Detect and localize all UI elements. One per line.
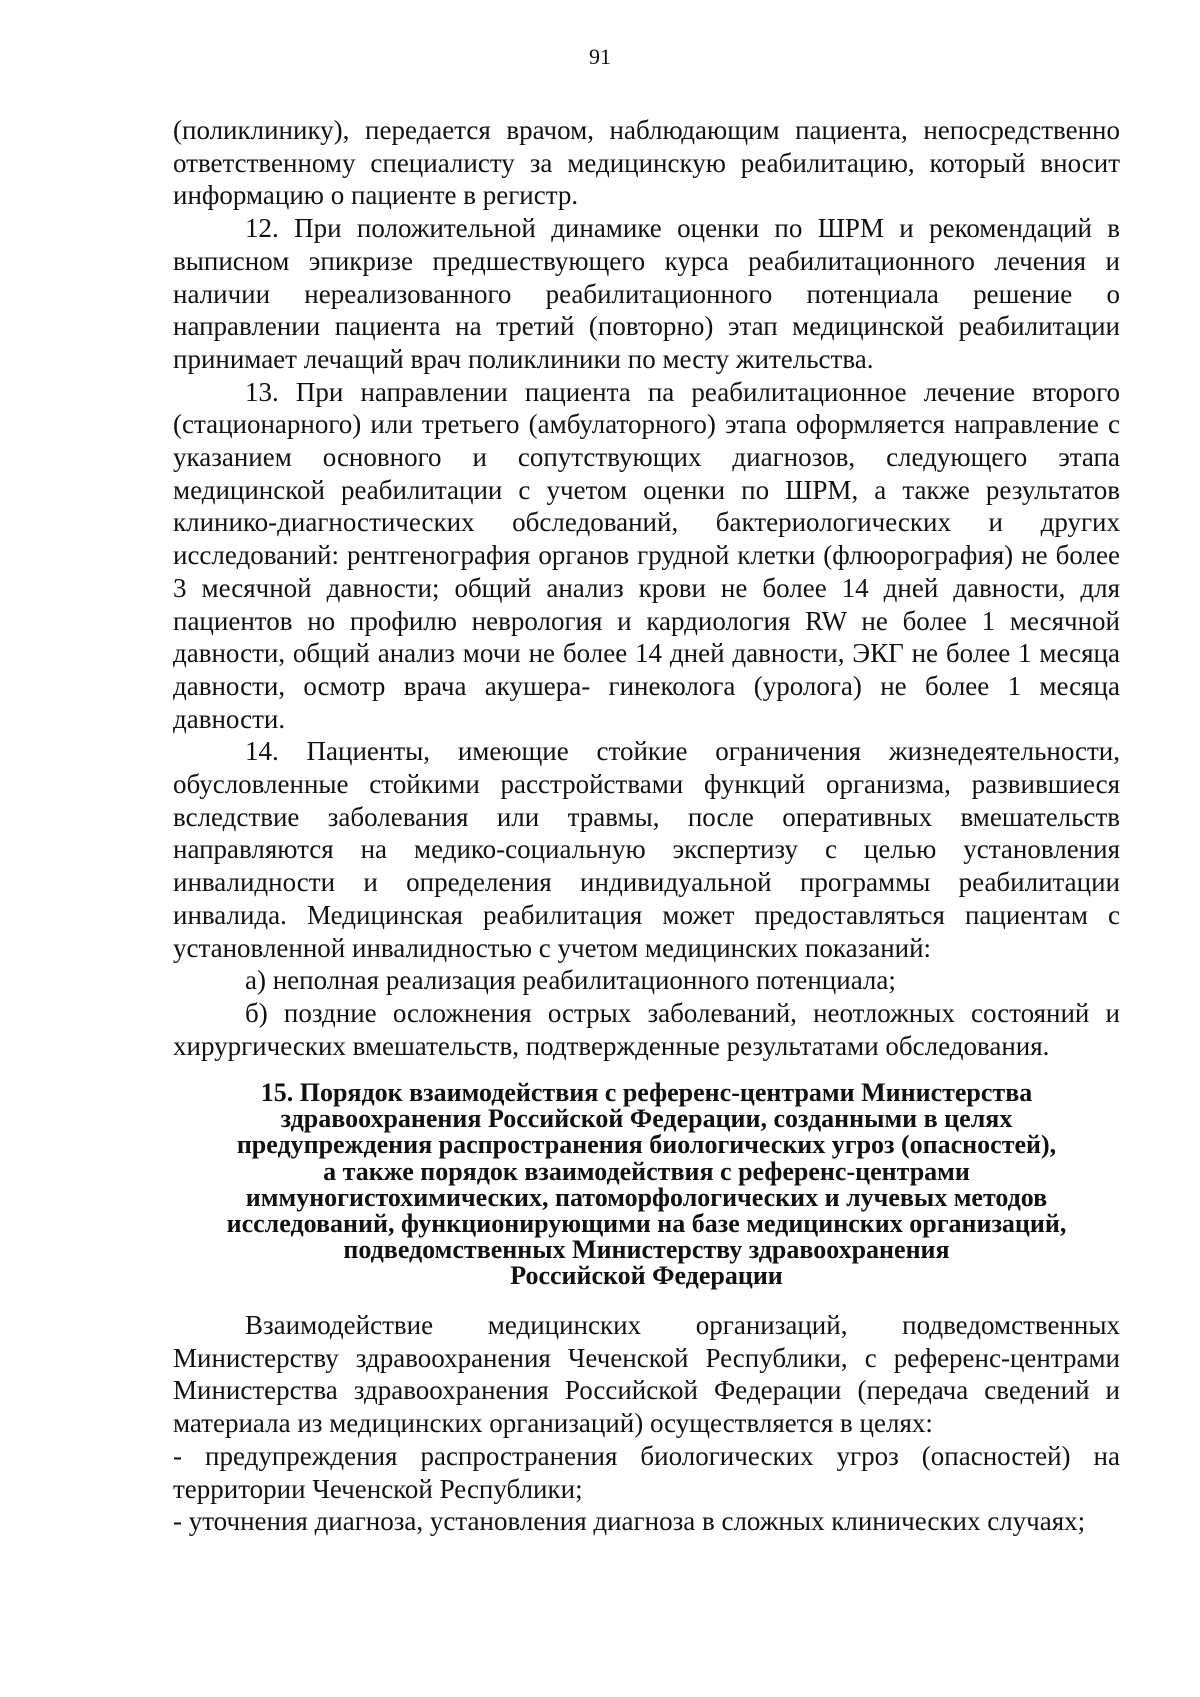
section-heading-line: иммуногистохимических, патоморфологических и лучевых методов	[245, 1182, 1048, 1212]
section-text	[173, 1309, 1120, 1538]
paragraph-item-14: 14. Пациенты, имеющие стойкие ограничения жизнедеятельности, обусловленные стойкими расстройствами функций организма, развившиеся вследствие заболевания или травмы, после оперативных вмешательств направляются на медико-социальную экспертизу с целью установления инвалидности и определения индивидуальной программы реабилитации инвалида. Медицинская реабилитация может предоставляться пациентам с установленной инвалидностью с учетом медицинских показаний:	[173, 736, 1120, 963]
section-heading-line: исследований, функционирующими на базе медицинских организаций,	[226, 1209, 1067, 1239]
section-intro-paragraph: Взаимодействие медицинских организаций, подведомственных Министерству здравоохранения Чеченской Республики, с референс-центрами Министерства здравоохранения Российской Федерации (передача сведений и материала из медицинских организаций) осуществляется в целях:	[173, 1310, 1120, 1439]
section-heading-line: Российской Федерации	[510, 1261, 783, 1291]
paragraph-subitem-a: а) неполная реализация реабилитационного потенциала;	[245, 965, 896, 996]
section-heading	[173, 1080, 1120, 1290]
section-heading-line: 15. Порядок взаимодействия с референс-центрами Министерства	[260, 1078, 1033, 1107]
paragraph-continuation: (поликлинику), передается врачом, наблюдающим пациента, непосредственно ответственному специалисту за медицинскую реабилитацию, который вносит информацию о пациенте в регистр.	[173, 115, 1120, 211]
section-heading-line: предупреждения распространения биологических угроз (опасностей),	[236, 1130, 1057, 1160]
section-heading-line: а также порядок взаимодействия с референс-центрами	[323, 1156, 970, 1186]
body-text	[173, 114, 1120, 1062]
section-heading-line: подведомственных Министерству здравоохранения	[343, 1235, 950, 1265]
paragraph-subitem-b: б) поздние осложнения острых заболеваний, неотложных состояний и хирургических вмешательств, подтвержденные результатами обследования.	[173, 997, 1120, 1061]
section-list-item: - уточнения диагноза, установления диагноза в сложных клинических случаях;	[173, 1506, 1086, 1537]
section-heading-line: здравоохранения Российской Федерации, созданными в целях	[280, 1104, 1013, 1134]
paragraph-item-13: 13. При направлении пациента па реабилитационное лечение второго (стационарного) или третьего (амбулаторного) этапа оформляется направление с указанием основного и сопутствующих диагнозов, следующего этапа медицинской реабилитации с учетом оценки по ШРМ, а также результатов клинико-диагностических обследований, бактериологических и других исследований: рентгенография органов грудной клетки (флюорография) не более 3 месячной давности; общий анализ крови не более 14 дней давности, для пациентов но профилю неврология и кардиология RW не более 1 месячной давности, общий анализ мочи не более 14 дней давности, ЭКГ не более 1 месяца давности, осмотр врача акушера- гинеколога (уролога) не более 1 месяца давности.	[173, 376, 1120, 734]
section-list-item: - предупреждения распространения биологических угроз (опасностей) на территории Чеченской Республики;	[173, 1440, 1120, 1504]
paragraph-item-12: 12. При положительной динамике оценки по ШРМ и рекомендаций в выписном эпикризе предшествующего курса реабилитационного лечения и наличии нереализованного реабилитационного потенциала решение о направлении пациента на третий (повторно) этап медицинской реабилитации принимает лечащий врач поликлиники по месту жительства.	[173, 213, 1120, 374]
page-number: 91	[589, 44, 611, 69]
